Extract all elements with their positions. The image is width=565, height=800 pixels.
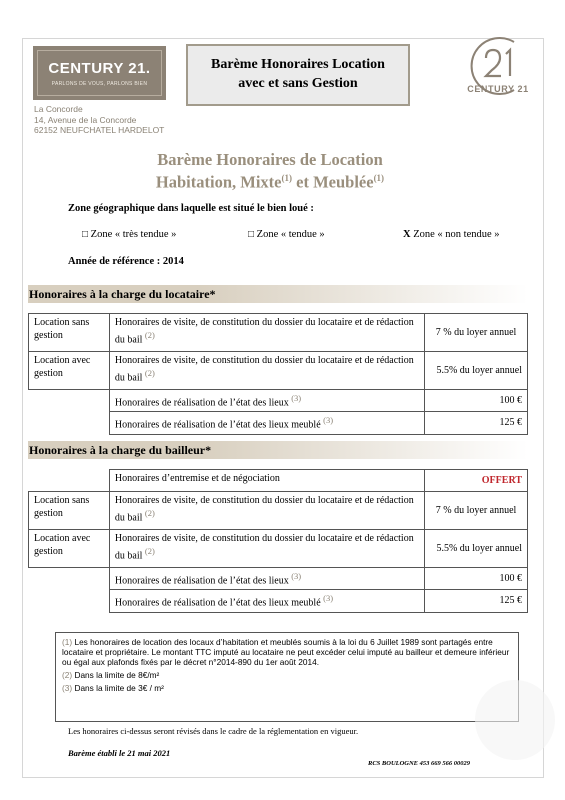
checked-x-icon: X xyxy=(403,229,411,240)
revision-note: Les honoraires ci-dessus seront révisés dans le cadre de la réglementation en vigueur. xyxy=(68,726,359,736)
row-desc-text: Honoraires de réalisation de l’état des lieux meublé xyxy=(114,419,321,431)
main-title xyxy=(100,150,440,192)
logo-tagline: PARLONS DE VOUS, PARLONS BIEN xyxy=(51,81,148,87)
table-row xyxy=(29,530,528,568)
table-bailleur xyxy=(28,469,528,613)
row-category-empty xyxy=(29,470,110,492)
row-description xyxy=(109,314,424,352)
table-row xyxy=(29,492,528,530)
main-title-part-b: et Meublée xyxy=(292,172,374,192)
row-amount: 125 € xyxy=(425,590,528,612)
row-ref: (2) xyxy=(144,330,155,340)
agency-street: 14, Avenue de la Concorde xyxy=(34,114,137,125)
row-category-empty xyxy=(29,412,110,434)
zone-option-tendue xyxy=(248,229,325,240)
main-title-line-1: Barème Honoraires de Location xyxy=(157,150,383,169)
row-category-empty xyxy=(29,590,110,612)
row-description xyxy=(109,568,424,590)
main-title-part-a: Habitation, Mixte xyxy=(155,172,282,192)
row-ref: (2) xyxy=(144,368,155,378)
zone-option-label: Zone « très tendue » xyxy=(88,229,177,240)
table-row xyxy=(29,590,528,612)
zone-option-non-tendue xyxy=(403,229,500,240)
table-row xyxy=(29,568,528,590)
established-date: Barème établi le 21 mai 2021 xyxy=(68,748,171,758)
main-title-sup-a: (1) xyxy=(281,173,292,183)
row-amount: 125 € xyxy=(425,412,528,434)
row-desc-text: Honoraires de visite, de constitution du dossier du locataire et de rédaction du bail xyxy=(114,355,414,384)
zone-option-tres-tendue xyxy=(82,229,176,240)
footnote-text: Les honoraires de location des locaux d’habitation et meublés soumis à la loi du 6 Juillet 1989 sont partagés entre locataire et propriétaire. Le montant TTC imputé au locataire ne peut excéder celui imputé au bailleur et demeure inférieur ou égal aux plafonds fixés par le décret n°2014-890 du 1er août 2014. xyxy=(62,637,510,667)
brand-word: CENTURY 21 xyxy=(467,84,529,94)
checkbox-empty-icon: □ xyxy=(82,229,89,240)
table-locataire xyxy=(28,313,528,435)
logo-text: CENTURY 21. xyxy=(48,60,151,77)
zone-option-label: Zone « non tendue » xyxy=(410,229,500,240)
zone-label: Zone géographique dans laquelle est situé le bien loué : xyxy=(68,203,314,214)
main-title-sup-b: (1) xyxy=(373,173,385,183)
rcs-number: RCS BOULOGNE 453 669 566 00029 xyxy=(368,760,471,767)
row-description xyxy=(109,352,424,390)
footnote-number: (1) xyxy=(62,637,73,647)
row-desc-text: Honoraires de réalisation de l’état des lieux xyxy=(114,575,289,587)
row-ref: (2) xyxy=(144,508,155,518)
table-row xyxy=(29,390,528,412)
row-amount: 5.5% du loyer annuel xyxy=(425,352,528,390)
title-line-1: Barème Honoraires Location xyxy=(211,57,385,72)
row-amount: 5.5% du loyer annuel xyxy=(425,530,528,568)
row-amount: 7 % du loyer annuel xyxy=(425,492,528,530)
agency-name: La Concorde xyxy=(34,104,83,114)
row-category: Location sans gestion xyxy=(29,492,110,530)
century21-logo xyxy=(33,46,166,100)
row-desc-text: Honoraires de réalisation de l’état des lieux xyxy=(114,397,289,409)
row-category: Location avec gestion xyxy=(29,530,110,568)
row-desc-text: Honoraires de visite, de constitution du dossier du locataire et de rédaction du bail xyxy=(114,533,414,562)
row-category-empty xyxy=(29,390,110,412)
row-desc-text: Honoraires de réalisation de l’état des lieux meublé xyxy=(114,597,321,609)
document-title-box xyxy=(186,44,410,106)
row-category: Location sans gestion xyxy=(29,314,110,352)
footnote-number: (3) xyxy=(62,683,73,693)
footnote-3 xyxy=(62,683,512,693)
footnote-text: Dans la limite de 8€/m² xyxy=(74,670,160,680)
footnote-text: Dans la limite de 3€ / m² xyxy=(74,683,164,693)
row-amount: 7 % du loyer annuel xyxy=(425,314,528,352)
agency-address xyxy=(34,104,164,136)
title-line-2: avec et sans Gestion xyxy=(238,76,358,91)
row-amount: 100 € xyxy=(425,390,528,412)
row-amount: 100 € xyxy=(425,568,528,590)
row-description xyxy=(109,530,424,568)
row-category-empty xyxy=(29,568,110,590)
footnote-1 xyxy=(62,637,512,667)
row-description xyxy=(109,492,424,530)
section-header-bailleur: Honoraires à la charge du bailleur* xyxy=(28,441,528,459)
row-ref: (3) xyxy=(323,593,334,604)
table-row xyxy=(29,470,528,492)
main-title-line-2 xyxy=(100,169,440,192)
table-row xyxy=(29,352,528,390)
row-ref: (3) xyxy=(291,571,302,581)
row-ref: (2) xyxy=(144,546,155,556)
footnote-number: (2) xyxy=(62,670,73,680)
row-description xyxy=(109,412,424,434)
agency-city: 62152 NEUFCHATEL HARDELOT xyxy=(34,125,165,135)
row-description: Honoraires d’entremise et de négociation xyxy=(109,470,424,492)
section-header-locataire: Honoraires à la charge du locataire* xyxy=(28,285,528,303)
checkbox-empty-icon: □ xyxy=(248,229,255,240)
watermark-seal xyxy=(475,680,555,760)
row-description xyxy=(109,590,424,612)
footnote-2 xyxy=(62,670,512,680)
row-category: Location avec gestion xyxy=(29,352,110,390)
row-ref: (3) xyxy=(291,393,302,403)
offert-badge: OFFERT xyxy=(425,470,528,492)
row-desc-text: Honoraires de visite, de constitution du dossier du locataire et de rédaction du bail xyxy=(114,317,414,346)
footnotes-box xyxy=(55,632,519,722)
row-ref: (3) xyxy=(323,415,334,426)
table-row xyxy=(29,412,528,434)
row-description xyxy=(109,390,424,412)
reference-year: Année de référence : 2014 xyxy=(68,256,184,267)
row-desc-text: Honoraires de visite, de constitution du dossier du locataire et de rédaction du bail xyxy=(114,495,414,524)
table-row xyxy=(29,314,528,352)
zone-option-label: Zone « tendue » xyxy=(254,229,325,240)
